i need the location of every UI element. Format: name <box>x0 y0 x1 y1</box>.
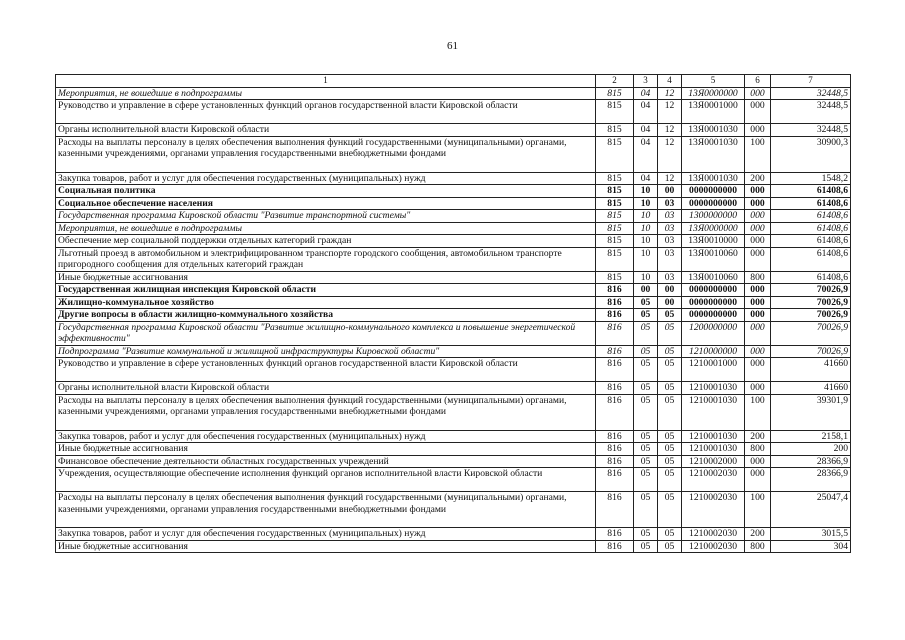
amount-cell: 32448,5 <box>771 100 851 124</box>
ministry-code-cell: 815 <box>596 136 634 172</box>
subsection-cell: 00 <box>658 296 682 309</box>
expense-name-cell: Мероприятия, не вошедшие в подпрограммы <box>56 222 596 235</box>
table-row <box>56 358 851 382</box>
table-row <box>56 455 851 468</box>
section-cell: 05 <box>634 540 658 553</box>
expense-name-cell: Социальная политика <box>56 185 596 198</box>
target-article-cell: 1210002000 <box>682 455 745 468</box>
header-col-3: 3 <box>634 75 658 88</box>
subsection-cell: 05 <box>658 492 682 528</box>
budget-table <box>55 74 851 553</box>
table-row <box>56 443 851 456</box>
subsection-cell: 05 <box>658 528 682 541</box>
expense-type-cell: 200 <box>745 528 771 541</box>
amount-cell: 1548,2 <box>771 172 851 185</box>
subsection-cell: 00 <box>658 185 682 198</box>
expense-type-cell: 800 <box>745 271 771 284</box>
amount-cell: 30900,3 <box>771 136 851 172</box>
expense-name-cell: Руководство и управление в сфере установленных функций органов государственной власти Кировской области <box>56 358 596 382</box>
table-row <box>56 87 851 100</box>
ministry-code-cell: 815 <box>596 235 634 248</box>
subsection-cell: 05 <box>658 394 682 430</box>
expense-type-cell: 200 <box>745 172 771 185</box>
expense-name-cell: Органы исполнительной власти Кировской области <box>56 382 596 395</box>
target-article-cell: 1210001030 <box>682 394 745 430</box>
target-article-cell: 13Я0010000 <box>682 235 745 248</box>
ministry-code-cell: 816 <box>596 528 634 541</box>
amount-cell: 70026,9 <box>771 345 851 358</box>
target-article-cell: 0000000000 <box>682 296 745 309</box>
section-cell: 10 <box>634 185 658 198</box>
ministry-code-cell: 816 <box>596 345 634 358</box>
expense-name-cell: Обеспечение мер социальной поддержки отдельных категорий граждан <box>56 235 596 248</box>
ministry-code-cell: 816 <box>596 382 634 395</box>
expense-type-cell: 000 <box>745 284 771 297</box>
expense-name-cell: Государственная программа Кировской области "Развитие транспортной системы" <box>56 210 596 223</box>
header-col-2: 2 <box>596 75 634 88</box>
table-row <box>56 197 851 210</box>
target-article-cell: 13Я0001030 <box>682 124 745 137</box>
table-row <box>56 309 851 322</box>
amount-cell: 25047,4 <box>771 492 851 528</box>
table-row <box>56 321 851 345</box>
ministry-code-cell: 816 <box>596 430 634 443</box>
expense-name-cell: Подпрограмма "Развитие коммунальной и жилищной инфраструктуры Кировской области" <box>56 345 596 358</box>
amount-cell: 32448,5 <box>771 87 851 100</box>
expense-name-cell: Государственная жилищная инспекция Кировской области <box>56 284 596 297</box>
amount-cell: 32448,5 <box>771 124 851 137</box>
expense-name-cell: Другие вопросы в области жилищно-коммунального хозяйства <box>56 309 596 322</box>
table-row <box>56 100 851 124</box>
section-cell: 04 <box>634 172 658 185</box>
target-article-cell: 1210001030 <box>682 382 745 395</box>
expense-name-cell: Расходы на выплаты персоналу в целях обеспечения выполнения функций государственными (муниципальными) органами, казенными учреждениями, органами управления государственными внебюджетными фондами <box>56 136 596 172</box>
ministry-code-cell: 815 <box>596 222 634 235</box>
amount-cell: 41660 <box>771 358 851 382</box>
target-article-cell: 1210001000 <box>682 358 745 382</box>
ministry-code-cell: 816 <box>596 468 634 492</box>
subsection-cell: 05 <box>658 358 682 382</box>
expense-name-cell: Расходы на выплаты персоналу в целях обеспечения выполнения функций государственными (муниципальными) органами, казенными учреждениями, органами управления государственными внебюджетными фондами <box>56 492 596 528</box>
expense-name-cell: Иные бюджетные ассигнования <box>56 540 596 553</box>
expense-type-cell: 000 <box>745 124 771 137</box>
expense-type-cell: 000 <box>745 87 771 100</box>
target-article-cell: 1210001030 <box>682 430 745 443</box>
ministry-code-cell: 816 <box>596 321 634 345</box>
expense-type-cell: 000 <box>745 100 771 124</box>
target-article-cell: 13Я0001030 <box>682 136 745 172</box>
section-cell: 10 <box>634 222 658 235</box>
amount-cell: 61408,6 <box>771 197 851 210</box>
subsection-cell: 00 <box>658 284 682 297</box>
table-row <box>56 210 851 223</box>
section-cell: 04 <box>634 100 658 124</box>
amount-cell: 28366,9 <box>771 455 851 468</box>
expense-type-cell: 100 <box>745 136 771 172</box>
header-col-4: 4 <box>658 75 682 88</box>
subsection-cell: 05 <box>658 455 682 468</box>
subsection-cell: 05 <box>658 382 682 395</box>
target-article-cell: 1210002030 <box>682 540 745 553</box>
ministry-code-cell: 815 <box>596 197 634 210</box>
amount-cell: 61408,6 <box>771 222 851 235</box>
target-article-cell: 0000000000 <box>682 185 745 198</box>
table-row <box>56 382 851 395</box>
table-row <box>56 172 851 185</box>
expense-name-cell: Государственная программа Кировской области "Развитие жилищно-коммунального комплекса и повышение энергетической эффективности" <box>56 321 596 345</box>
expense-name-cell: Закупка товаров, работ и услуг для обеспечения государственных (муниципальных) нужд <box>56 172 596 185</box>
target-article-cell: 13Я0010060 <box>682 247 745 271</box>
expense-type-cell: 800 <box>745 540 771 553</box>
expense-type-cell: 000 <box>745 309 771 322</box>
amount-cell: 2158,1 <box>771 430 851 443</box>
header-col-5: 5 <box>682 75 745 88</box>
table-row <box>56 345 851 358</box>
amount-cell: 61408,6 <box>771 235 851 248</box>
table-row <box>56 284 851 297</box>
target-article-cell: 13Я0000000 <box>682 87 745 100</box>
header-col-7: 7 <box>771 75 851 88</box>
expense-type-cell: 000 <box>745 235 771 248</box>
ministry-code-cell: 815 <box>596 185 634 198</box>
section-cell: 04 <box>634 87 658 100</box>
target-article-cell: 1210002030 <box>682 468 745 492</box>
amount-cell: 70026,9 <box>771 321 851 345</box>
expense-name-cell: Учреждения, осуществляющие обеспечение исполнения функций органов исполнительной власти Кировской области <box>56 468 596 492</box>
expense-name-cell: Руководство и управление в сфере установленных функций органов государственной власти Кировской области <box>56 100 596 124</box>
subsection-cell: 05 <box>658 468 682 492</box>
target-article-cell: 1210001030 <box>682 443 745 456</box>
target-article-cell: 1300000000 <box>682 210 745 223</box>
ministry-code-cell: 816 <box>596 284 634 297</box>
expense-name-cell: Финансовое обеспечение деятельности областных государственных учреждений <box>56 455 596 468</box>
ministry-code-cell: 816 <box>596 296 634 309</box>
subsection-cell: 03 <box>658 271 682 284</box>
section-cell: 05 <box>634 296 658 309</box>
expense-name-cell: Жилищно-коммунальное хозяйство <box>56 296 596 309</box>
section-cell: 10 <box>634 235 658 248</box>
section-cell: 05 <box>634 443 658 456</box>
amount-cell: 61408,6 <box>771 210 851 223</box>
amount-cell: 61408,6 <box>771 271 851 284</box>
ministry-code-cell: 815 <box>596 247 634 271</box>
section-cell: 05 <box>634 394 658 430</box>
subsection-cell: 05 <box>658 540 682 553</box>
subsection-cell: 05 <box>658 443 682 456</box>
expense-type-cell: 000 <box>745 455 771 468</box>
section-cell: 05 <box>634 492 658 528</box>
amount-cell: 70026,9 <box>771 309 851 322</box>
amount-cell: 28366,9 <box>771 468 851 492</box>
amount-cell: 3015,5 <box>771 528 851 541</box>
expense-type-cell: 000 <box>745 185 771 198</box>
expense-name-cell: Закупка товаров, работ и услуг для обеспечения государственных (муниципальных) нужд <box>56 528 596 541</box>
expense-type-cell: 100 <box>745 492 771 528</box>
section-cell: 04 <box>634 136 658 172</box>
section-cell: 05 <box>634 309 658 322</box>
table-row <box>56 124 851 137</box>
expense-type-cell: 000 <box>745 222 771 235</box>
amount-cell: 70026,9 <box>771 296 851 309</box>
section-cell: 05 <box>634 321 658 345</box>
section-cell: 00 <box>634 284 658 297</box>
page-number: 61 <box>447 40 458 52</box>
header-col-1: 1 <box>56 75 596 88</box>
ministry-code-cell: 816 <box>596 394 634 430</box>
subsection-cell: 12 <box>658 124 682 137</box>
ministry-code-cell: 816 <box>596 492 634 528</box>
section-cell: 05 <box>634 430 658 443</box>
expense-name-cell: Расходы на выплаты персоналу в целях обеспечения выполнения функций государственными (муниципальными) органами, казенными учреждениями, органами управления государственными внебюджетными фондами <box>56 394 596 430</box>
section-cell: 05 <box>634 382 658 395</box>
expense-type-cell: 000 <box>745 345 771 358</box>
expense-type-cell: 000 <box>745 247 771 271</box>
amount-cell: 200 <box>771 443 851 456</box>
subsection-cell: 03 <box>658 235 682 248</box>
subsection-cell: 03 <box>658 222 682 235</box>
section-cell: 05 <box>634 455 658 468</box>
ministry-code-cell: 815 <box>596 271 634 284</box>
table-row <box>56 136 851 172</box>
table-header <box>56 75 851 88</box>
subsection-cell: 03 <box>658 197 682 210</box>
table-row <box>56 222 851 235</box>
expense-name-cell: Иные бюджетные ассигнования <box>56 271 596 284</box>
ministry-code-cell: 815 <box>596 124 634 137</box>
section-cell: 10 <box>634 271 658 284</box>
expense-type-cell: 000 <box>745 197 771 210</box>
ministry-code-cell: 815 <box>596 87 634 100</box>
amount-cell: 61408,6 <box>771 247 851 271</box>
expense-type-cell: 000 <box>745 321 771 345</box>
table-row <box>56 468 851 492</box>
target-article-cell: 0000000000 <box>682 309 745 322</box>
table-row <box>56 492 851 528</box>
table-row <box>56 296 851 309</box>
expense-type-cell: 000 <box>745 382 771 395</box>
ministry-code-cell: 815 <box>596 172 634 185</box>
target-article-cell: 13Я0000000 <box>682 222 745 235</box>
subsection-cell: 03 <box>658 210 682 223</box>
target-article-cell: 1200000000 <box>682 321 745 345</box>
amount-cell: 41660 <box>771 382 851 395</box>
table-body <box>56 87 851 553</box>
subsection-cell: 12 <box>658 136 682 172</box>
section-cell: 10 <box>634 247 658 271</box>
section-cell: 05 <box>634 345 658 358</box>
section-cell: 04 <box>634 124 658 137</box>
header-row <box>56 75 851 88</box>
table-row <box>56 247 851 271</box>
table-row <box>56 430 851 443</box>
subsection-cell: 12 <box>658 100 682 124</box>
table-row <box>56 394 851 430</box>
expense-name-cell: Закупка товаров, работ и услуг для обеспечения государственных (муниципальных) нужд <box>56 430 596 443</box>
table-row <box>56 271 851 284</box>
table-row <box>56 185 851 198</box>
header-col-6: 6 <box>745 75 771 88</box>
amount-cell: 61408,6 <box>771 185 851 198</box>
subsection-cell: 05 <box>658 345 682 358</box>
target-article-cell: 13Я0010060 <box>682 271 745 284</box>
amount-cell: 39301,9 <box>771 394 851 430</box>
ministry-code-cell: 816 <box>596 455 634 468</box>
ministry-code-cell: 815 <box>596 210 634 223</box>
expense-type-cell: 000 <box>745 358 771 382</box>
section-cell: 05 <box>634 358 658 382</box>
subsection-cell: 05 <box>658 430 682 443</box>
expense-type-cell: 000 <box>745 468 771 492</box>
section-cell: 05 <box>634 528 658 541</box>
subsection-cell: 05 <box>658 321 682 345</box>
section-cell: 10 <box>634 197 658 210</box>
expense-name-cell: Органы исполнительной власти Кировской области <box>56 124 596 137</box>
expense-type-cell: 100 <box>745 394 771 430</box>
target-article-cell: 13Я0001030 <box>682 172 745 185</box>
subsection-cell: 05 <box>658 309 682 322</box>
expense-type-cell: 800 <box>745 443 771 456</box>
subsection-cell: 12 <box>658 172 682 185</box>
ministry-code-cell: 816 <box>596 443 634 456</box>
table-row <box>56 235 851 248</box>
expense-type-cell: 000 <box>745 296 771 309</box>
target-article-cell: 1210002030 <box>682 528 745 541</box>
expense-name-cell: Иные бюджетные ассигнования <box>56 443 596 456</box>
amount-cell: 304 <box>771 540 851 553</box>
subsection-cell: 12 <box>658 87 682 100</box>
target-article-cell: 0000000000 <box>682 284 745 297</box>
table-row <box>56 540 851 553</box>
section-cell: 10 <box>634 210 658 223</box>
ministry-code-cell: 816 <box>596 540 634 553</box>
target-article-cell: 1210000000 <box>682 345 745 358</box>
ministry-code-cell: 816 <box>596 358 634 382</box>
target-article-cell: 13Я0001000 <box>682 100 745 124</box>
expense-type-cell: 000 <box>745 210 771 223</box>
expense-name-cell: Льготный проезд в автомобильном и электрифицированном транспорте городского сообщения, автомобильном транспорте пригородного сообщения для отдельных категорий граждан <box>56 247 596 271</box>
amount-cell: 70026,9 <box>771 284 851 297</box>
table-row <box>56 528 851 541</box>
target-article-cell: 1210002030 <box>682 492 745 528</box>
ministry-code-cell: 816 <box>596 309 634 322</box>
subsection-cell: 03 <box>658 247 682 271</box>
ministry-code-cell: 815 <box>596 100 634 124</box>
expense-name-cell: Мероприятия, не вошедшие в подпрограммы <box>56 87 596 100</box>
section-cell: 05 <box>634 468 658 492</box>
expense-type-cell: 200 <box>745 430 771 443</box>
target-article-cell: 0000000000 <box>682 197 745 210</box>
expense-name-cell: Социальное обеспечение населения <box>56 197 596 210</box>
